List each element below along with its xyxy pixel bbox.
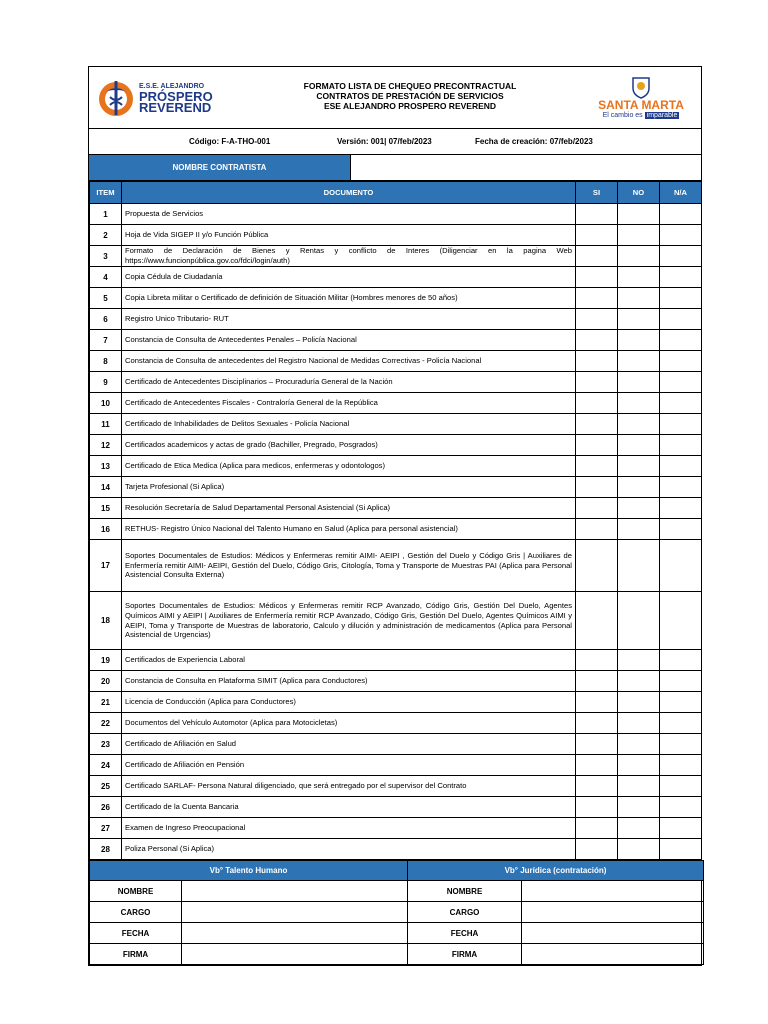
check-na-cell[interactable] [660, 519, 702, 540]
fecha-left-field[interactable] [182, 923, 408, 944]
check-no-cell[interactable] [618, 650, 660, 671]
check-no-cell[interactable] [618, 797, 660, 818]
item-document: Resolución Secretaría de Salud Departamental Personal Asistencial (Si Aplica) [122, 498, 576, 519]
check-si-cell[interactable] [576, 818, 618, 839]
check-na-cell[interactable] [660, 393, 702, 414]
item-number: 23 [90, 734, 122, 755]
contratista-input[interactable] [351, 155, 701, 180]
check-si-cell[interactable] [576, 540, 618, 592]
item-document: Soportes Documentales de Estudios: Médicos y Enfermeras remitir RCP Avanzado, Código Gris, Gestión Del Duelo, Agentes Químicos AIMI y AEIPI | Auxiliares de Enfermería remitir RCP Avanzado, Código Gris, Gestión Del Duelo, Agentes Químicos AIMI y AEIPI, Toma y Transporte de Muestras de laboratorio, Calculo y dilución y administración de medicamentos (Aplica para Personal Asistencial de Urgencias) [122, 592, 576, 650]
santa-marta-logo [581, 67, 701, 128]
table-row [90, 713, 702, 734]
fecha-creacion-text: Fecha de creación: 07/feb/2023 [475, 137, 593, 146]
item-number: 24 [90, 755, 122, 776]
table-header-row [90, 182, 702, 204]
check-na-cell[interactable] [660, 776, 702, 797]
cargo-label: CARGO [90, 902, 182, 923]
check-si-cell[interactable] [576, 309, 618, 330]
table-row [90, 267, 702, 288]
check-no-cell[interactable] [618, 393, 660, 414]
item-number: 18 [90, 592, 122, 650]
item-document: Certificado de Antecedentes Fiscales - Contraloría General de la República [122, 393, 576, 414]
item-number: 1 [90, 204, 122, 225]
check-na-cell[interactable] [660, 755, 702, 776]
table-row [90, 692, 702, 713]
item-document: Certificados de Experiencia Laboral [122, 650, 576, 671]
check-si-cell[interactable] [576, 650, 618, 671]
santa-marta-tagline [603, 111, 680, 120]
item-number: 6 [90, 309, 122, 330]
contratista-row [89, 155, 701, 181]
cargo-label: CARGO [408, 902, 522, 923]
signature-header-row [90, 861, 704, 881]
check-si-cell[interactable] [576, 839, 618, 860]
item-number: 4 [90, 267, 122, 288]
item-document: Poliza Personal (Si Aplica) [122, 839, 576, 860]
item-document: Tarjeta Profesional (Si Aplica) [122, 477, 576, 498]
table-row [90, 309, 702, 330]
table-row [90, 592, 702, 650]
check-na-cell[interactable] [660, 797, 702, 818]
check-si-cell[interactable] [576, 692, 618, 713]
table-row [90, 755, 702, 776]
table-row [90, 246, 702, 267]
check-si-cell[interactable] [576, 519, 618, 540]
check-no-cell[interactable] [618, 456, 660, 477]
item-number: 9 [90, 372, 122, 393]
check-si-cell[interactable] [576, 592, 618, 650]
item-number: 11 [90, 414, 122, 435]
table-row [90, 650, 702, 671]
check-na-cell[interactable] [660, 671, 702, 692]
check-si-cell[interactable] [576, 456, 618, 477]
check-si-cell[interactable] [576, 498, 618, 519]
check-si-cell[interactable] [576, 776, 618, 797]
item-number: 20 [90, 671, 122, 692]
ese-logo [89, 67, 239, 128]
cargo-left-field[interactable] [182, 902, 408, 923]
check-si-cell[interactable] [576, 414, 618, 435]
check-na-cell[interactable] [660, 498, 702, 519]
check-no-cell[interactable] [618, 309, 660, 330]
check-na-cell[interactable] [660, 692, 702, 713]
check-no-cell[interactable] [618, 288, 660, 309]
check-no-cell[interactable] [618, 839, 660, 860]
item-document: Certificado de la Cuenta Bancaria [122, 797, 576, 818]
check-no-cell[interactable] [618, 671, 660, 692]
check-no-cell[interactable] [618, 540, 660, 592]
check-si-cell[interactable] [576, 351, 618, 372]
item-document: Copia Libreta militar o Certificado de definición de Situación Militar (Hombres menores de 50 años) [122, 288, 576, 309]
version-text: Versión: 001| 07/feb/2023 [337, 137, 432, 146]
check-si-cell[interactable] [576, 734, 618, 755]
check-no-cell[interactable] [618, 818, 660, 839]
check-na-cell[interactable] [660, 839, 702, 860]
codigo-text: Código: F-A-THO-001 [189, 137, 271, 146]
check-na-cell[interactable] [660, 734, 702, 755]
nombre-right-field[interactable] [522, 881, 704, 902]
check-na-cell[interactable] [660, 592, 702, 650]
col-header-na: N/A [660, 182, 702, 204]
check-no-cell[interactable] [618, 204, 660, 225]
check-si-cell[interactable] [576, 755, 618, 776]
check-no-cell[interactable] [618, 225, 660, 246]
signature-table [89, 860, 704, 965]
firma-right-field[interactable] [522, 944, 704, 965]
signature-row [90, 923, 704, 944]
col-header-no: NO [618, 182, 660, 204]
ese-logo-line2: REVEREND [139, 99, 212, 115]
table-row [90, 288, 702, 309]
check-no-cell[interactable] [618, 372, 660, 393]
tagline-b: imparable [646, 112, 678, 119]
fecha-right-field[interactable] [522, 923, 704, 944]
contratista-label: NOMBRE CONTRATISTA [89, 155, 351, 180]
check-na-cell[interactable] [660, 713, 702, 734]
check-no-cell[interactable] [618, 734, 660, 755]
item-document: Certificado de Afiliación en Pensión [122, 755, 576, 776]
nombre-left-field[interactable] [182, 881, 408, 902]
firma-left-field[interactable] [182, 944, 408, 965]
check-na-cell[interactable] [660, 309, 702, 330]
check-no-cell[interactable] [618, 776, 660, 797]
ese-logo-line1: PRÓSPERO [139, 88, 213, 104]
check-na-cell[interactable] [660, 540, 702, 592]
fecha-label: FECHA [90, 923, 182, 944]
item-number: 16 [90, 519, 122, 540]
juridica-header: Vb° Jurídica (contratación) [408, 861, 704, 881]
item-number: 5 [90, 288, 122, 309]
nombre-label: NOMBRE [408, 881, 522, 902]
item-number: 27 [90, 818, 122, 839]
check-no-cell[interactable] [618, 414, 660, 435]
ese-logo-small: E.S.E. ALEJANDRO [139, 82, 205, 90]
item-number: 7 [90, 330, 122, 351]
santa-marta-name: SANTA MARTA [598, 98, 684, 112]
check-si-cell[interactable] [576, 225, 618, 246]
table-row [90, 372, 702, 393]
col-header-documento: DOCUMENTO [122, 182, 576, 204]
table-row [90, 225, 702, 246]
table-row [90, 393, 702, 414]
check-no-cell[interactable] [618, 519, 660, 540]
item-document: Registro Unico Tributario- RUT [122, 309, 576, 330]
item-number: 22 [90, 713, 122, 734]
title-line-1: FORMATO LISTA DE CHEQUEO PRECONTRACTUAL [303, 81, 517, 91]
check-no-cell[interactable] [618, 755, 660, 776]
check-si-cell[interactable] [576, 246, 618, 267]
tagline-a: El cambio es [602, 112, 643, 119]
check-na-cell[interactable] [660, 435, 702, 456]
item-document: Hoja de Vida SIGEP II y/o Función Pública [122, 225, 576, 246]
check-si-cell[interactable] [576, 713, 618, 734]
item-number: 14 [90, 477, 122, 498]
check-na-cell[interactable] [660, 330, 702, 351]
item-number: 17 [90, 540, 122, 592]
check-si-cell[interactable] [576, 393, 618, 414]
table-row [90, 540, 702, 592]
check-si-cell[interactable] [576, 372, 618, 393]
table-row [90, 818, 702, 839]
form-meta-row [89, 129, 701, 155]
form-title [239, 67, 581, 128]
check-na-cell[interactable] [660, 267, 702, 288]
check-no-cell[interactable] [618, 330, 660, 351]
item-number: 2 [90, 225, 122, 246]
item-number: 8 [90, 351, 122, 372]
item-document: Certificado SARLAF- Persona Natural diligenciado, que será entregado por el supervisor del Contrato [122, 776, 576, 797]
item-number: 3 [90, 246, 122, 267]
check-na-cell[interactable] [660, 456, 702, 477]
item-document: Soportes Documentales de Estudios: Médicos y Enfermeras remitir AIMI- AEIPI , Gestión del Duelo y Código Gris | Auxiliares de Enfermería remitir AIMI- AEIPI, Gestión del Duelo, Código Gris, Citología, Toma y Transporte de Muestras PAI (Aplica para Personal Asistencial Consulta Externa) [122, 540, 576, 592]
item-document: Constancia de Consulta en Plataforma SIMIT (Aplica para Conductores) [122, 671, 576, 692]
check-na-cell[interactable] [660, 246, 702, 267]
item-document: Certificado de Etica Medica (Aplica para medicos, enfermeras y odontologos) [122, 456, 576, 477]
check-na-cell[interactable] [660, 204, 702, 225]
check-si-cell[interactable] [576, 477, 618, 498]
title-line-2: CONTRATOS DE PRESTACIÓN DE SERVICIOS [316, 91, 504, 101]
item-number: 15 [90, 498, 122, 519]
check-si-cell[interactable] [576, 797, 618, 818]
check-no-cell[interactable] [618, 692, 660, 713]
table-row [90, 734, 702, 755]
item-number: 10 [90, 393, 122, 414]
check-si-cell[interactable] [576, 435, 618, 456]
check-no-cell[interactable] [618, 267, 660, 288]
item-document: Constancia de Consulta de Antecedentes Penales – Policía Nacional [122, 330, 576, 351]
item-number: 21 [90, 692, 122, 713]
table-row [90, 671, 702, 692]
caduceus-logo-icon [97, 77, 135, 119]
table-row [90, 477, 702, 498]
checklist-table [89, 181, 702, 860]
item-number: 26 [90, 797, 122, 818]
form-header [89, 67, 701, 129]
table-row [90, 351, 702, 372]
item-document: Certificados academicos y actas de grado (Bachiller, Pregrado, Posgrados) [122, 435, 576, 456]
signature-row [90, 902, 704, 923]
item-document: Documentos del Vehículo Automotor (Aplica para Motocicletas) [122, 713, 576, 734]
item-document: Certificado de Antecedentes Disciplinarios – Procuraduría General de la Nación [122, 372, 576, 393]
firma-label: FIRMA [408, 944, 522, 965]
item-number: 12 [90, 435, 122, 456]
item-number: 25 [90, 776, 122, 797]
check-si-cell[interactable] [576, 330, 618, 351]
checklist-body [90, 204, 702, 860]
check-no-cell[interactable] [618, 498, 660, 519]
table-row [90, 839, 702, 860]
check-na-cell[interactable] [660, 650, 702, 671]
table-row [90, 797, 702, 818]
item-document: Constancia de Consulta de antecedentes del Registro Nacional de Medidas Correctivas - Policía Nacional [122, 351, 576, 372]
crest-icon [630, 75, 652, 99]
item-document: Certificado de Afiliación en Salud [122, 734, 576, 755]
talento-humano-header: Vb° Talento Humano [90, 861, 408, 881]
check-si-cell[interactable] [576, 671, 618, 692]
table-row [90, 330, 702, 351]
table-row [90, 519, 702, 540]
check-na-cell[interactable] [660, 818, 702, 839]
item-document: Copia Cédula de Ciudadanía [122, 267, 576, 288]
check-no-cell[interactable] [618, 246, 660, 267]
col-header-si: SI [576, 182, 618, 204]
firma-label: FIRMA [90, 944, 182, 965]
check-na-cell[interactable] [660, 477, 702, 498]
item-document: RETHUS- Registro Único Nacional del Talento Humano en Salud (Aplica para personal asistencial) [122, 519, 576, 540]
check-si-cell[interactable] [576, 288, 618, 309]
check-si-cell[interactable] [576, 267, 618, 288]
nombre-label: NOMBRE [90, 881, 182, 902]
signature-row [90, 944, 704, 965]
item-document: Certificado de Inhabilidades de Delitos Sexuales - Policía Nacional [122, 414, 576, 435]
check-no-cell[interactable] [618, 592, 660, 650]
table-row [90, 498, 702, 519]
item-number: 19 [90, 650, 122, 671]
checklist-form [88, 66, 702, 966]
check-na-cell[interactable] [660, 372, 702, 393]
check-no-cell[interactable] [618, 477, 660, 498]
check-na-cell[interactable] [660, 351, 702, 372]
table-row [90, 435, 702, 456]
item-number: 13 [90, 456, 122, 477]
col-header-item: ITEM [90, 182, 122, 204]
signature-row [90, 881, 704, 902]
item-document: Formato de Declaración de Bienes y Rentas y conflicto de Interes (Diligenciar en la pagina Web https://www.funcionpública.gov.co/fdci/login/auth) [122, 246, 576, 267]
item-number: 28 [90, 839, 122, 860]
item-document: Propuesta de Servicios [122, 204, 576, 225]
table-row [90, 456, 702, 477]
cargo-right-field[interactable] [522, 902, 704, 923]
table-row [90, 204, 702, 225]
table-row [90, 776, 702, 797]
check-no-cell[interactable] [618, 351, 660, 372]
check-na-cell[interactable] [660, 225, 702, 246]
check-si-cell[interactable] [576, 204, 618, 225]
ese-logo-text [139, 83, 213, 113]
check-na-cell[interactable] [660, 288, 702, 309]
check-na-cell[interactable] [660, 414, 702, 435]
title-line-3: ESE ALEJANDRO PROSPERO REVEREND [323, 101, 497, 111]
table-row [90, 414, 702, 435]
fecha-label: FECHA [408, 923, 522, 944]
item-document: Examen de Ingreso Preocupacional [122, 818, 576, 839]
item-document: Licencia de Conducción (Aplica para Conductores) [122, 692, 576, 713]
check-no-cell[interactable] [618, 435, 660, 456]
check-no-cell[interactable] [618, 713, 660, 734]
